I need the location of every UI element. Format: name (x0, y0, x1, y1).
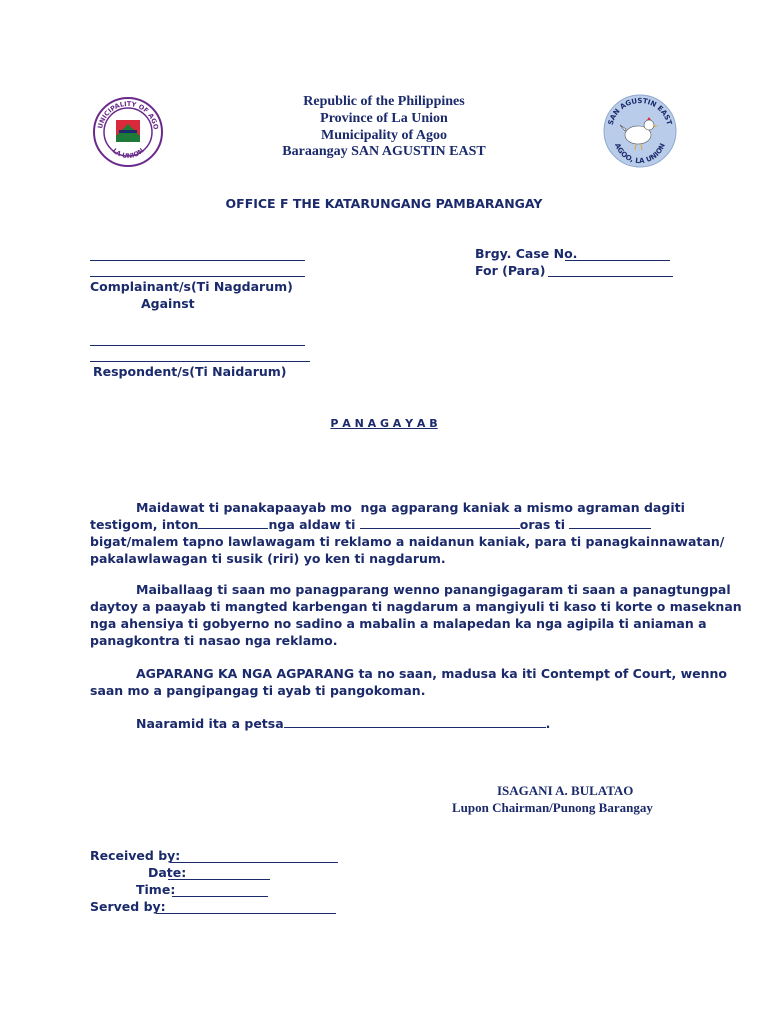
seal-top-text: SAN AGUSTIN EAST (606, 96, 674, 126)
p1-text-b: nga aldaw ti (268, 517, 356, 532)
received-by-field[interactable] (170, 862, 338, 863)
for-field[interactable] (548, 276, 673, 277)
paragraph-1-line-4: pakalawlawagan ti susik (riri) yo ken ti nagdarum. (90, 551, 446, 566)
served-by-field[interactable] (156, 913, 336, 914)
complainant-label: Complainant/s(Ti Nagdarum) (90, 279, 293, 294)
day-blank[interactable] (360, 516, 520, 529)
time-field[interactable] (172, 896, 268, 897)
made-on-date-blank[interactable] (284, 715, 546, 728)
paragraph-2-line-3: nga ahensiya ti gobyerno no sadino a mabalin a malapedan ka nga agipila ti aniaman a (90, 616, 707, 631)
complainant-line-2 (90, 276, 305, 277)
signatory-name: ISAGANI A. BULATAO (497, 783, 634, 798)
header-line-2: Province of La Union (320, 111, 448, 126)
office-title: OFFICE F THE KATARUNGANG PAMBARANGAY (225, 196, 543, 211)
respondent-line-1 (90, 345, 305, 346)
paragraph-1-line-3: bigat/malem tapno lawlawagam ti reklamo a naidanun kaniak, para ti panagkainnawatan/ (90, 534, 725, 549)
received-by-label: Received by: (90, 848, 181, 863)
header-line-1: Republic of the Philippines (303, 94, 465, 109)
header-line-4: Baraangay SAN AGUSTIN EAST (282, 144, 486, 159)
respondent-label: Respondent/s(Ti Naidarum) (93, 364, 287, 379)
paragraph-2-line-4: panagkontra ti nasao nga reklamo. (90, 633, 338, 648)
seal-ring-text: UNICIPALITY OF AGO (96, 99, 160, 131)
p1-text-a: testigom, inton (90, 517, 199, 532)
respondent-line-2 (90, 361, 310, 362)
period: . (545, 716, 551, 731)
paragraph-3-line-1: AGPARANG KA NGA AGPARANG ta no saan, madusa ka iti Contempt of Court, wenno (136, 666, 727, 681)
made-on-label: Naaramid ita a petsa (136, 716, 284, 731)
case-no-field[interactable] (565, 260, 670, 261)
date-blank[interactable] (198, 516, 268, 529)
paragraph-1-line-2 (90, 516, 651, 534)
paragraph-2-line-1: Maiballaag ti saan mo panagparang wenno panangigagaram ti saan a panagtungpal (136, 582, 731, 597)
paragraph-1-line-1: Maidawat ti panakapaayab mo nga agparang kaniak a mismo agraman dagiti (136, 500, 685, 515)
time-label: Time: (136, 882, 176, 897)
document-title: P A N A G A Y A B (330, 417, 438, 430)
paragraph-4 (136, 715, 550, 733)
complainant-line-1 (90, 260, 305, 261)
for-label: For (Para) (475, 263, 546, 278)
against-label: Against (141, 296, 195, 311)
header-line-3: Municipality of Agoo (320, 128, 447, 143)
seal-bottom-text: LA UNION (110, 146, 146, 161)
date-label: Date: (148, 865, 187, 880)
paragraph-3-line-2: saan mo a pangipangag ti ayab ti pangokoman. (90, 683, 426, 698)
p1-text-c: oras ti (519, 517, 565, 532)
time-blank[interactable] (569, 516, 651, 529)
signatory-title: Lupon Chairman/Punong Barangay (452, 800, 653, 815)
paragraph-2-line-2: daytoy a paayab ti mangted karbengan ti nagdarum a mangiyuli ti kaso ti korte o maseknan (90, 599, 742, 614)
case-no-label: Brgy. Case No. (475, 246, 578, 261)
seal-bottom-text: AGOO, LA UNION (613, 142, 667, 166)
served-by-label: Served by: (90, 899, 166, 914)
date-field[interactable] (168, 879, 270, 880)
